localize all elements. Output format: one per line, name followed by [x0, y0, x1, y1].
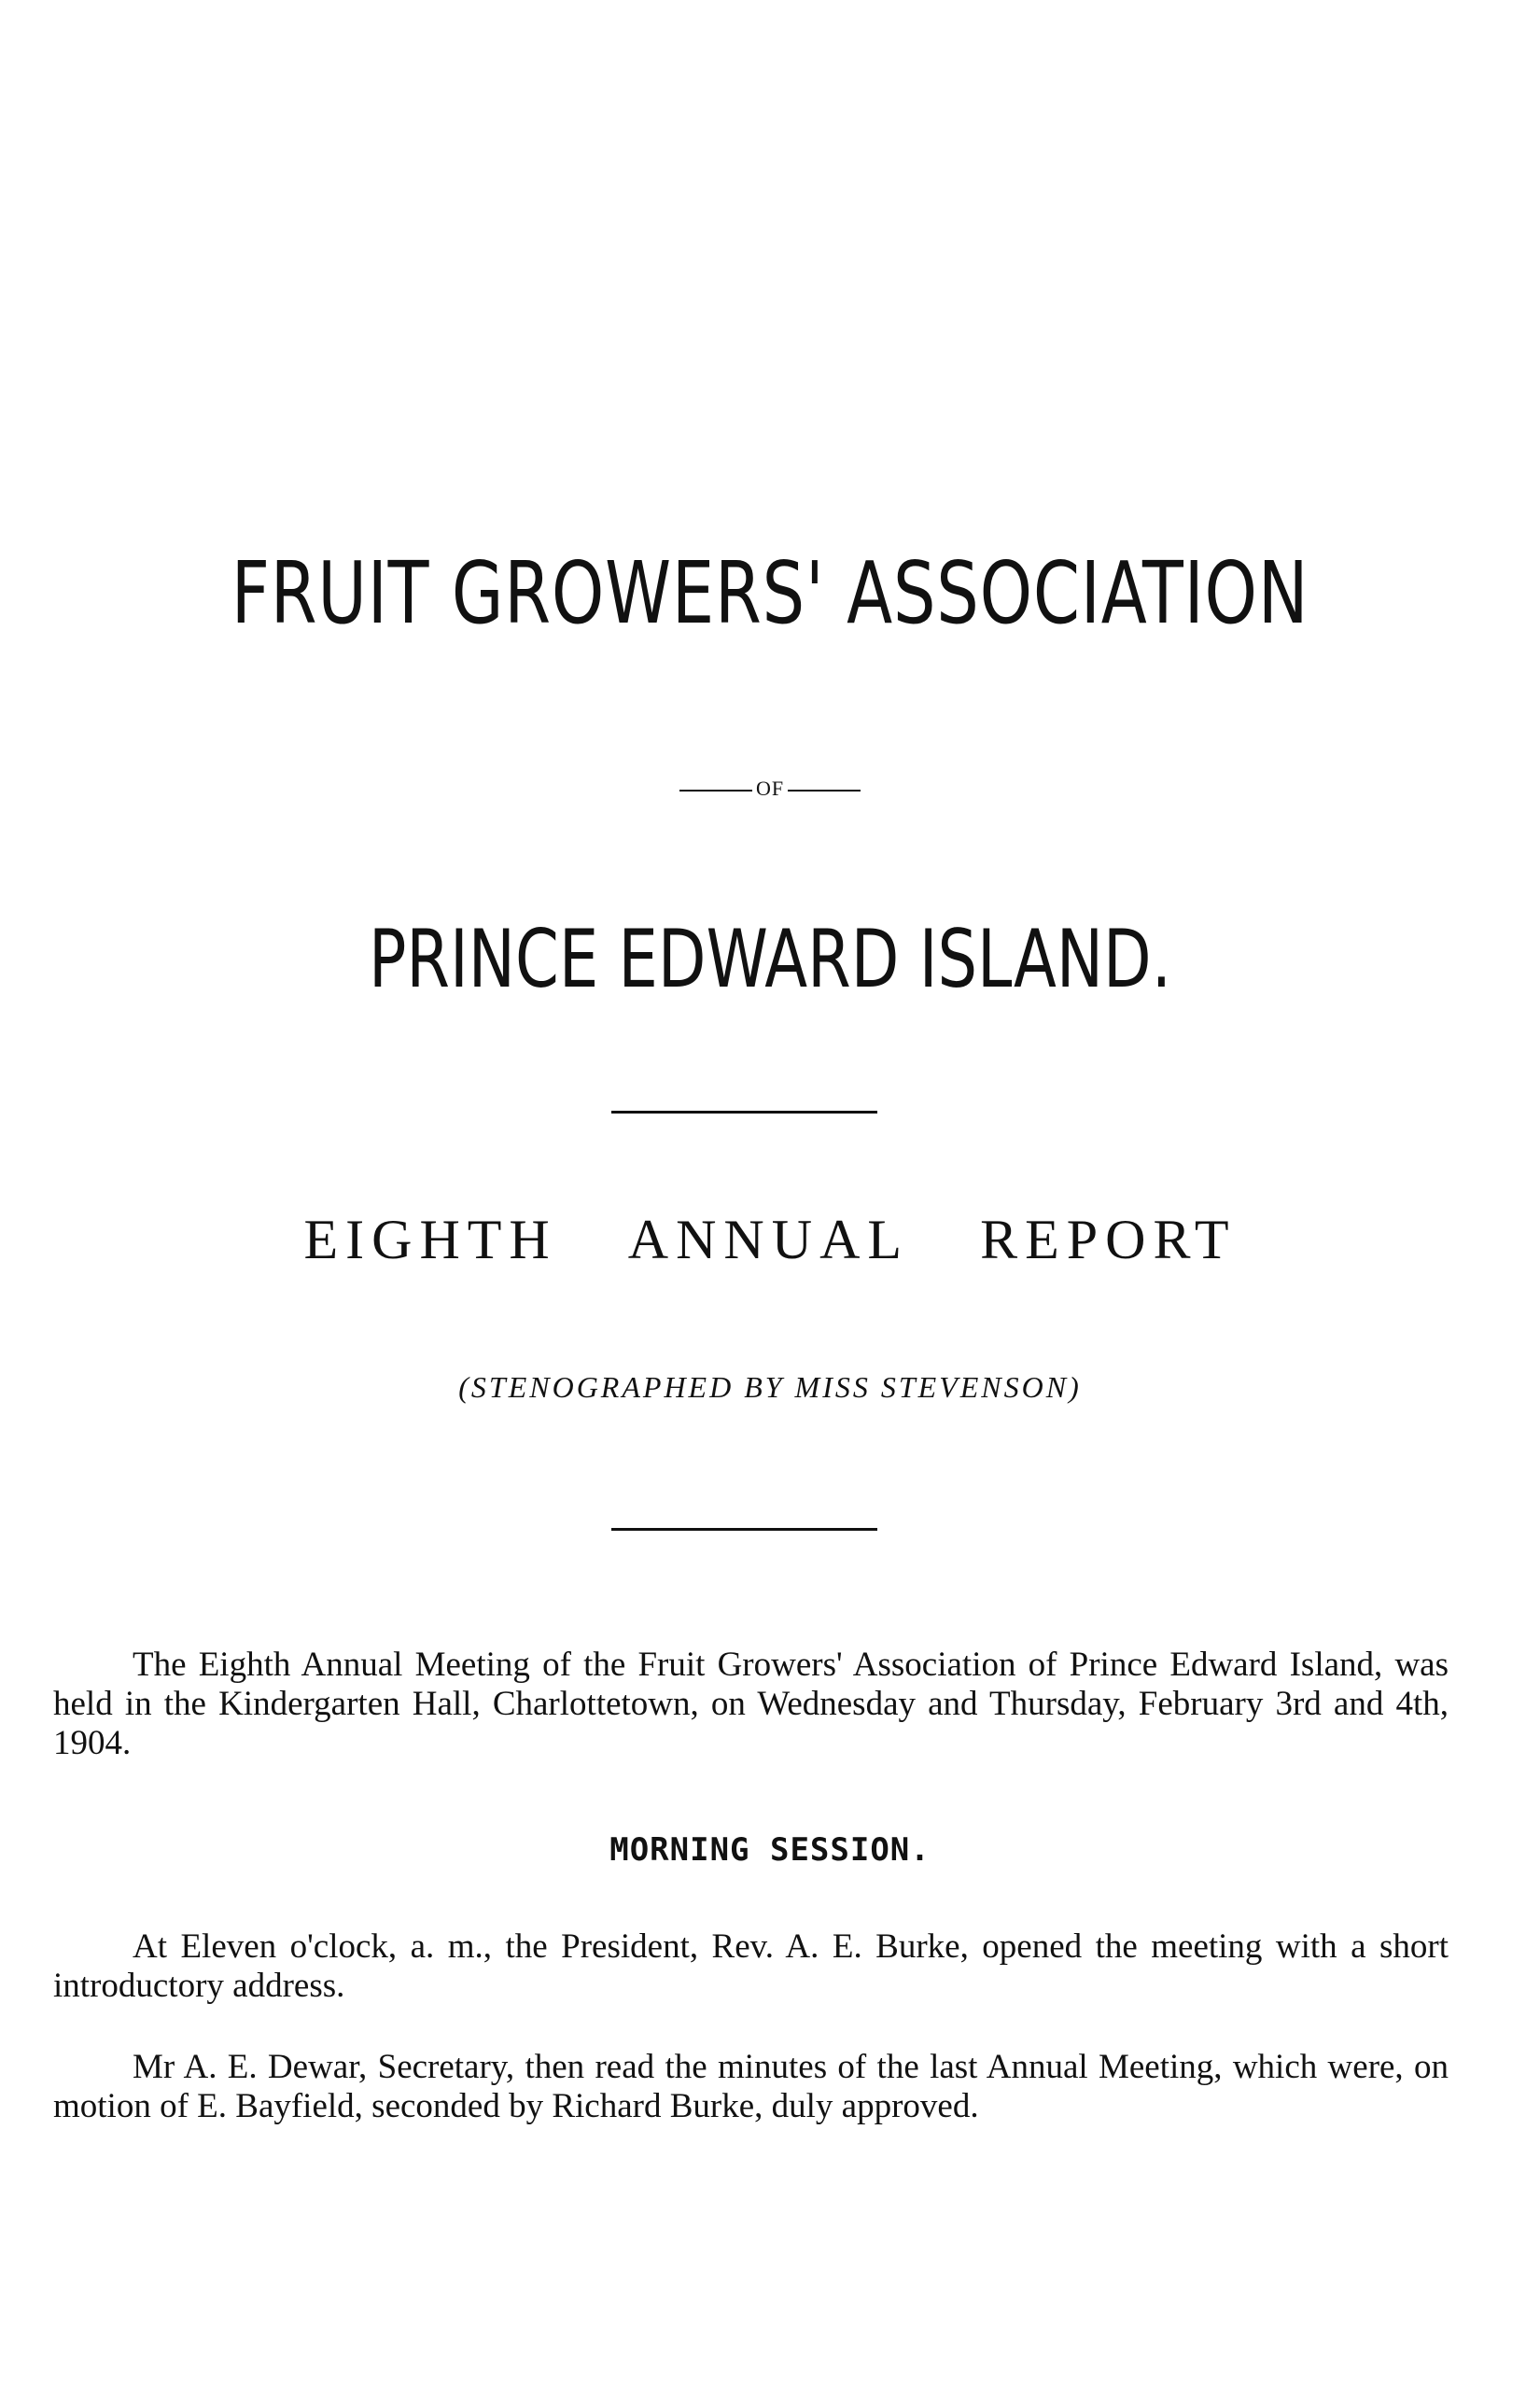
session-heading: MORNING SESSION.: [609, 1831, 931, 1869]
divider-rule-top: [611, 1111, 877, 1114]
connector-dash-right: [788, 790, 861, 792]
province-title: PRINCE EDWARD ISLAND.: [368, 913, 1172, 1006]
report-heading: [0, 1209, 1540, 1270]
paragraph-opening-address: At Eleven o'clock, a. m., the President, Rev. A. E. Burke, opened the meeting with a short introductory address.: [53, 1927, 1449, 2005]
intro-paragraph: The Eighth Annual Meeting of the Fruit Growers' Association of Prince Edward Island, was held in the Kindergarten Hall, Charlottetown, on Wednesday and Thursday, February 3rd and 4th, 1904.: [53, 1646, 1449, 1762]
connector-line: [0, 777, 1540, 801]
association-title: FRUIT GROWERS' ASSOCIATION: [231, 543, 1309, 643]
paragraph-minutes: Mr A. E. Dewar, Secretary, then read the minutes of the last Annual Meeting, which were, on motion of E. Bayfield, seconded by Richard Burke, duly approved.: [53, 2048, 1449, 2125]
report-heading-word-1: EIGHTH: [303, 1209, 557, 1270]
report-heading-word-3: REPORT: [980, 1209, 1237, 1270]
connector-dash-left: [679, 790, 752, 792]
stenographer-note: (STENOGRAPHED BY MISS STEVENSON): [458, 1370, 1082, 1404]
connector-text: OF: [755, 777, 785, 800]
divider-rule-bottom: [611, 1528, 877, 1531]
report-heading-word-2: ANNUAL: [627, 1209, 910, 1270]
